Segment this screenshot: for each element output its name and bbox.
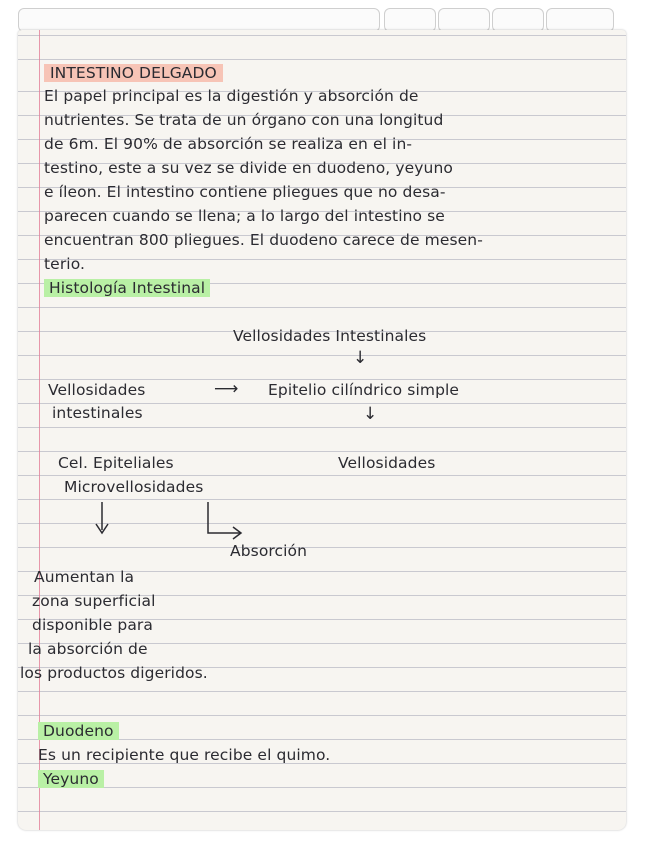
paragraph-line: terio. — [44, 255, 86, 273]
paragraph-line: El papel principal es la digestión y absorción de — [44, 87, 419, 105]
paragraph-line: de 6m. El 90% de absorción se realiza en el in- — [44, 135, 413, 153]
heading: INTESTINO DELGADO — [44, 64, 223, 82]
arrow-right-icon: ⟶ — [214, 379, 239, 399]
diagram-arrows — [18, 30, 626, 590]
paragraph-line: parecen cuando se llena; a lo largo del intestino se — [44, 207, 445, 225]
diagram-right-label: Vellosidades — [338, 454, 436, 472]
histology-title: Histología Intestinal — [44, 279, 210, 297]
diagram-absorcion-label: Absorción — [230, 542, 308, 560]
paragraph-line: encuentran 800 pliegues. El duodeno carece de mesen- — [44, 231, 483, 249]
header-field — [18, 8, 380, 32]
diagram-left-label: Vellosidades — [48, 381, 146, 399]
diagram-cells-label: Microvellosidades — [64, 478, 204, 496]
yeyuno-title: Yeyuno — [38, 770, 104, 788]
paragraph-line: testino, este a su vez se divide en duodeno, yeyuno — [44, 159, 453, 177]
diagram-cells-label: Cel. Epiteliales — [58, 454, 174, 472]
diagram-top-label: Vellosidades Intestinales — [233, 327, 427, 345]
duodeno-title-line — [38, 722, 119, 740]
diagram-middle-label: Epitelio cilíndrico simple — [268, 381, 460, 399]
duodeno-title: Duodeno — [38, 722, 119, 740]
duodeno-text: Es un recipiente que recibe el quimo. — [38, 746, 331, 764]
note-line: los productos digeridos. — [20, 664, 208, 682]
note-line: la absorción de — [28, 640, 148, 658]
notebook-page — [18, 30, 626, 830]
header-field — [492, 8, 544, 32]
note-line: disponible para — [32, 616, 153, 634]
note-line: zona superficial — [32, 592, 156, 610]
notebook-header-strip — [18, 4, 626, 32]
paragraph-line: e íleon. El intestino contiene pliegues que no desa- — [44, 183, 446, 201]
yeyuno-title-line — [38, 770, 104, 788]
note-line: Aumentan la — [34, 568, 135, 586]
header-field — [546, 8, 614, 32]
arrow-down-icon: ↓ — [363, 404, 378, 424]
paragraph-line: nutrientes. Se trata de un órgano con una longitud — [44, 111, 444, 129]
arrow-down-icon: ↓ — [353, 348, 368, 368]
header-field — [438, 8, 490, 32]
diagram-left-label: intestinales — [52, 404, 143, 422]
header-field — [384, 8, 436, 32]
